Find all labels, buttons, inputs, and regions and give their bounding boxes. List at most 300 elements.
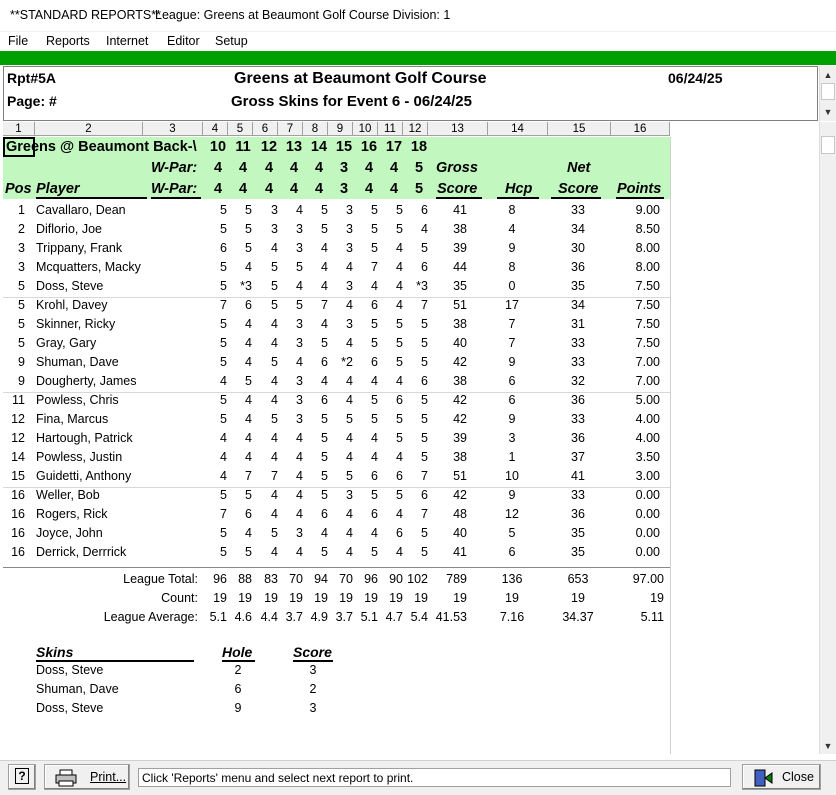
report-date: 06/24/25 bbox=[668, 70, 723, 86]
totals-hole-value: 19 bbox=[364, 591, 378, 605]
underline bbox=[497, 197, 539, 199]
hole-score: 5 bbox=[321, 336, 328, 350]
hole-score: 4 bbox=[346, 526, 353, 540]
handicap: 6 bbox=[508, 545, 516, 559]
points: 7.50 bbox=[635, 279, 660, 293]
totals-hcp: 19 bbox=[505, 591, 519, 605]
hole-score: 3 bbox=[346, 241, 353, 255]
row-pos: 5 bbox=[18, 336, 25, 350]
hole-score: 4 bbox=[271, 317, 278, 331]
hole-score: 4 bbox=[321, 317, 328, 331]
row-pos: 9 bbox=[18, 374, 25, 388]
hole-score: 5 bbox=[220, 393, 227, 407]
points: 7.00 bbox=[635, 355, 660, 369]
hole-score: 4 bbox=[245, 336, 252, 350]
hole-score: 4 bbox=[271, 393, 278, 407]
hole-score: 4 bbox=[346, 393, 353, 407]
skins-score: 2 bbox=[309, 682, 317, 696]
points: 8.00 bbox=[635, 241, 660, 255]
hole-score: 7 bbox=[245, 469, 252, 483]
hole-score: 4 bbox=[220, 374, 227, 388]
hole-score: 5 bbox=[371, 412, 378, 426]
hole-score: 5 bbox=[371, 488, 378, 502]
net-score: 33 bbox=[571, 203, 585, 217]
totals-label: League Average: bbox=[103, 610, 198, 624]
gross-score: 42 bbox=[453, 393, 467, 407]
hole-score: 5 bbox=[220, 222, 227, 236]
hole-score: 5 bbox=[245, 203, 252, 217]
hole-score: 3 bbox=[296, 222, 303, 236]
handicap: 1 bbox=[508, 450, 516, 464]
totals-hole-value: 5.4 bbox=[410, 610, 428, 624]
hole-score: 3 bbox=[346, 203, 353, 217]
hole-score: 5 bbox=[421, 241, 428, 255]
hole-number: 10 bbox=[209, 139, 227, 155]
handicap: 3 bbox=[508, 431, 516, 445]
row-pos: 15 bbox=[11, 469, 25, 483]
row-player: Guidetti, Anthony bbox=[36, 469, 132, 483]
right-blank-pane bbox=[670, 137, 819, 754]
underline bbox=[36, 197, 147, 199]
gross-score: 38 bbox=[453, 222, 467, 236]
help-button[interactable] bbox=[8, 764, 36, 790]
column-header[interactable]: 5 bbox=[228, 122, 253, 136]
hole-score: 4 bbox=[396, 507, 403, 521]
points: 9.00 bbox=[635, 203, 660, 217]
column-header[interactable]: 12 bbox=[403, 122, 428, 136]
handicap: 9 bbox=[508, 412, 516, 426]
report-subtitle: Gross Skins for Event 6 - 06/24/25 bbox=[231, 93, 472, 110]
hole-score: 4 bbox=[296, 488, 303, 502]
points: 7.50 bbox=[635, 336, 660, 350]
hole-score: 4 bbox=[296, 355, 303, 369]
row-pos: 9 bbox=[18, 355, 25, 369]
underline bbox=[293, 660, 333, 662]
skins-score: 3 bbox=[309, 663, 317, 677]
column-header[interactable]: 1 bbox=[3, 122, 35, 136]
hole-score: 4 bbox=[220, 469, 227, 483]
net-header: Net bbox=[567, 160, 591, 176]
hole-score: 6 bbox=[396, 393, 403, 407]
hole-number: 17 bbox=[385, 139, 403, 155]
hole-number: 12 bbox=[260, 139, 278, 155]
hole-score: 4 bbox=[296, 203, 303, 217]
hole-score: 5 bbox=[421, 355, 428, 369]
hole-score: 4 bbox=[245, 450, 252, 464]
hole-score: 5 bbox=[396, 203, 403, 217]
column-header[interactable]: 9 bbox=[328, 122, 353, 136]
hole-score: 6 bbox=[321, 393, 328, 407]
row-player: Rogers, Rick bbox=[36, 507, 108, 521]
hole-score: 5 bbox=[220, 203, 227, 217]
printer-icon bbox=[55, 769, 77, 787]
hole-score: 5 bbox=[371, 336, 378, 350]
menu-internet[interactable]: Internet bbox=[106, 34, 149, 48]
wpar-value: 4 bbox=[389, 160, 399, 176]
points: 7.50 bbox=[635, 317, 660, 331]
row-player: Skinner, Ricky bbox=[36, 317, 116, 331]
hole-score: 5 bbox=[296, 260, 303, 274]
pos-header: Pos bbox=[5, 181, 32, 197]
handicap: 10 bbox=[505, 469, 519, 483]
skins-hole: 9 bbox=[234, 701, 242, 715]
hole-score: 4 bbox=[346, 260, 353, 274]
totals-hole-value: 90 bbox=[389, 572, 403, 586]
scroll-down-arrow-icon[interactable]: ▼ bbox=[823, 741, 833, 751]
hole-score: 6 bbox=[371, 298, 378, 312]
column-header[interactable]: 2 bbox=[35, 122, 143, 136]
handicap: 6 bbox=[508, 393, 516, 407]
handicap: 4 bbox=[508, 222, 516, 236]
gross-score: 51 bbox=[453, 469, 467, 483]
hole-score: 6 bbox=[321, 355, 328, 369]
app-title: **STANDARD REPORTS** bbox=[10, 8, 161, 22]
column-header[interactable]: 4 bbox=[203, 122, 228, 136]
net-score: 32 bbox=[571, 374, 585, 388]
wpar-value: 3 bbox=[339, 181, 349, 197]
menu-file[interactable]: File bbox=[8, 34, 29, 48]
net-score: 41 bbox=[571, 469, 585, 483]
underline bbox=[551, 197, 601, 199]
hole-score: 4 bbox=[396, 241, 403, 255]
totals-hole-value: 19 bbox=[289, 591, 303, 605]
hole-score: 4 bbox=[296, 450, 303, 464]
net-score: 35 bbox=[571, 279, 585, 293]
net-score: 36 bbox=[571, 507, 585, 521]
wpar-value: 4 bbox=[264, 160, 274, 176]
hole-score: 5 bbox=[220, 355, 227, 369]
hole-score: 4 bbox=[245, 317, 252, 331]
totals-net: 653 bbox=[567, 572, 589, 586]
wpar-value: 4 bbox=[289, 160, 299, 176]
skins-hole: 6 bbox=[234, 682, 242, 696]
wpar-value: 4 bbox=[314, 160, 324, 176]
hole-score: 7 bbox=[421, 507, 428, 521]
totals-net: 34.37 bbox=[562, 610, 594, 624]
hole-score: 3 bbox=[296, 526, 303, 540]
column-header[interactable]: 8 bbox=[303, 122, 328, 136]
header-scroll-thumb[interactable] bbox=[821, 83, 835, 100]
hole-score: 4 bbox=[346, 507, 353, 521]
hole-score: 4 bbox=[220, 450, 227, 464]
hole-score: 4 bbox=[296, 507, 303, 521]
hole-score: 5 bbox=[371, 222, 378, 236]
hole-score: 3 bbox=[296, 336, 303, 350]
totals-hcp: 136 bbox=[501, 572, 523, 586]
totals-hole-value: 4.7 bbox=[385, 610, 403, 624]
row-player: Derrick, Derrrick bbox=[36, 545, 127, 559]
points: 4.00 bbox=[635, 412, 660, 426]
column-header[interactable]: 15 bbox=[548, 122, 611, 136]
wpar-label-1: W-Par: bbox=[151, 160, 198, 176]
points: 7.00 bbox=[635, 374, 660, 388]
hole-score: 5 bbox=[220, 526, 227, 540]
hole-score: 3 bbox=[296, 412, 303, 426]
column-header[interactable]: 13 bbox=[428, 122, 488, 136]
totals-hole-value: 5.1 bbox=[360, 610, 378, 624]
hole-score: 4 bbox=[296, 431, 303, 445]
totals-points: 5.11 bbox=[640, 610, 664, 624]
report-number: Rpt#5A bbox=[7, 70, 57, 86]
hole-score: 4 bbox=[296, 545, 303, 559]
hole-score: 4 bbox=[321, 260, 328, 274]
hole-score: 5 bbox=[321, 545, 328, 559]
hole-score: 4 bbox=[271, 431, 278, 445]
points: 8.00 bbox=[635, 260, 660, 274]
hole-score: 4 bbox=[321, 374, 328, 388]
hole-score: 6 bbox=[371, 469, 378, 483]
hole-score: 3 bbox=[346, 488, 353, 502]
main-scroll-thumb[interactable] bbox=[821, 136, 835, 154]
handicap: 9 bbox=[508, 241, 516, 255]
totals-divider bbox=[3, 567, 670, 568]
hole-score: 5 bbox=[220, 412, 227, 426]
hole-score: 5 bbox=[271, 355, 278, 369]
totals-hole-value: 3.7 bbox=[335, 610, 353, 624]
hole-score: 6 bbox=[321, 507, 328, 521]
points: 0.00 bbox=[635, 507, 660, 521]
hole-score: 6 bbox=[421, 374, 428, 388]
net-score: 36 bbox=[571, 393, 585, 407]
hole-score: 4 bbox=[396, 279, 403, 293]
menu-setup[interactable]: Setup bbox=[215, 34, 248, 48]
underline bbox=[436, 197, 482, 199]
column-header[interactable]: 7 bbox=[278, 122, 303, 136]
hole-score: 5 bbox=[271, 298, 278, 312]
hole-score: 5 bbox=[321, 222, 328, 236]
hole-score: 4 bbox=[396, 260, 403, 274]
skins-hole-header: Hole bbox=[222, 644, 253, 660]
hole-score: 5 bbox=[421, 450, 428, 464]
print-label: Print... bbox=[90, 770, 127, 784]
help-icon: ? bbox=[15, 768, 29, 784]
totals-hole-value: 4.9 bbox=[310, 610, 328, 624]
row-pos: 5 bbox=[18, 279, 25, 293]
totals-label: League Total: bbox=[123, 572, 198, 586]
gross-score: 41 bbox=[453, 545, 467, 559]
gross-score-header: Score bbox=[437, 181, 478, 197]
hole-score: 4 bbox=[396, 298, 403, 312]
handicap: 7 bbox=[508, 317, 516, 331]
hole-score: 4 bbox=[421, 222, 428, 236]
hole-score: 5 bbox=[220, 260, 227, 274]
handicap: 7 bbox=[508, 336, 516, 350]
hole-score: 3 bbox=[346, 222, 353, 236]
underline bbox=[151, 197, 201, 199]
hole-score: 6 bbox=[396, 469, 403, 483]
hole-score: 5 bbox=[321, 203, 328, 217]
hole-score: 5 bbox=[220, 488, 227, 502]
handicap: 6 bbox=[508, 374, 516, 388]
net-score: 33 bbox=[571, 412, 585, 426]
scroll-down-arrow-icon[interactable]: ▼ bbox=[823, 107, 833, 117]
hole-score: 5 bbox=[245, 374, 252, 388]
totals-label: Count: bbox=[161, 591, 198, 605]
row-player: Diflorio, Joe bbox=[36, 222, 102, 236]
row-player: Doss, Steve bbox=[36, 279, 104, 293]
hole-score: 7 bbox=[321, 298, 328, 312]
wpar-label-2: W-Par: bbox=[151, 181, 198, 197]
gross-score: 40 bbox=[453, 336, 467, 350]
header-scrollbar[interactable] bbox=[819, 66, 836, 121]
hole-score: 4 bbox=[245, 260, 252, 274]
net-score: 33 bbox=[571, 336, 585, 350]
gross-score: 44 bbox=[453, 260, 467, 274]
menu-editor[interactable]: Editor bbox=[167, 34, 200, 48]
net-score: 35 bbox=[571, 526, 585, 540]
hole-score: 5 bbox=[321, 469, 328, 483]
hole-score: 7 bbox=[421, 469, 428, 483]
gross-score: 42 bbox=[453, 412, 467, 426]
hole-score: 5 bbox=[421, 412, 428, 426]
gross-score: 38 bbox=[453, 374, 467, 388]
hole-score: *2 bbox=[341, 355, 353, 369]
hole-score: 5 bbox=[220, 279, 227, 293]
print-button[interactable] bbox=[44, 764, 130, 790]
hole-score: 5 bbox=[421, 545, 428, 559]
exit-door-icon bbox=[753, 769, 773, 787]
hole-score: 4 bbox=[346, 431, 353, 445]
hole-score: 5 bbox=[220, 336, 227, 350]
hole-score: 4 bbox=[371, 450, 378, 464]
hole-score: 5 bbox=[396, 412, 403, 426]
column-header[interactable]: 16 bbox=[611, 122, 670, 136]
hole-score: 4 bbox=[371, 526, 378, 540]
hole-score: 5 bbox=[396, 431, 403, 445]
hole-score: 4 bbox=[371, 279, 378, 293]
hole-score: 5 bbox=[321, 412, 328, 426]
wpar-value: 5 bbox=[414, 181, 424, 197]
handicap: 0 bbox=[508, 279, 516, 293]
hole-score: 5 bbox=[346, 412, 353, 426]
status-message: Click 'Reports' menu and select next report to print. bbox=[138, 768, 731, 787]
row-pos: 1 bbox=[18, 203, 25, 217]
hole-score: 3 bbox=[296, 317, 303, 331]
hole-score: 6 bbox=[421, 203, 428, 217]
totals-hole-value: 19 bbox=[314, 591, 328, 605]
row-pos: 16 bbox=[11, 488, 25, 502]
menu-bar bbox=[0, 32, 836, 51]
row-pos: 12 bbox=[11, 431, 25, 445]
gross-score: 42 bbox=[453, 355, 467, 369]
row-pos: 16 bbox=[11, 545, 25, 559]
row-pos: 11 bbox=[12, 393, 25, 407]
row-player: Trippany, Frank bbox=[36, 241, 123, 255]
totals-net: 19 bbox=[571, 591, 585, 605]
hole-score: 5 bbox=[371, 241, 378, 255]
row-pos: 16 bbox=[11, 526, 25, 540]
net-score: 36 bbox=[571, 260, 585, 274]
totals-hole-value: 19 bbox=[339, 591, 353, 605]
wpar-value: 5 bbox=[414, 160, 424, 176]
hole-score: 4 bbox=[321, 526, 328, 540]
scroll-up-arrow-icon[interactable]: ▲ bbox=[823, 70, 833, 80]
hole-score: 7 bbox=[271, 469, 278, 483]
hole-score: 7 bbox=[220, 507, 227, 521]
hole-score: 4 bbox=[271, 545, 278, 559]
title-bar bbox=[0, 0, 836, 32]
row-player: Hartough, Patrick bbox=[36, 431, 133, 445]
hole-number: 13 bbox=[285, 139, 303, 155]
column-header[interactable]: 3 bbox=[143, 122, 203, 136]
hole-score: 4 bbox=[271, 450, 278, 464]
hole-score: 5 bbox=[421, 393, 428, 407]
close-button[interactable] bbox=[742, 764, 821, 790]
main-scrollbar[interactable] bbox=[819, 122, 836, 754]
hole-score: 4 bbox=[346, 298, 353, 312]
skins-player: Doss, Steve bbox=[36, 701, 104, 715]
underline bbox=[222, 660, 255, 662]
close-label: Close bbox=[782, 770, 814, 784]
hole-score: 4 bbox=[245, 393, 252, 407]
hole-score: 5 bbox=[245, 222, 252, 236]
column-header[interactable]: 10 bbox=[353, 122, 378, 136]
gross-score: 35 bbox=[453, 279, 467, 293]
player-header: Player bbox=[36, 181, 80, 197]
column-header[interactable]: 6 bbox=[253, 122, 278, 136]
report-grid bbox=[3, 137, 670, 754]
row-pos: 3 bbox=[18, 260, 25, 274]
totals-hole-value: 19 bbox=[389, 591, 403, 605]
hole-score: 5 bbox=[346, 469, 353, 483]
hole-score: 5 bbox=[396, 317, 403, 331]
row-pos: 5 bbox=[18, 298, 25, 312]
hole-score: 5 bbox=[371, 317, 378, 331]
hole-score: 3 bbox=[346, 317, 353, 331]
hole-score: 4 bbox=[346, 450, 353, 464]
hole-score: *3 bbox=[416, 279, 428, 293]
points: 0.00 bbox=[635, 488, 660, 502]
hole-score: 6 bbox=[396, 526, 403, 540]
hole-score: 5 bbox=[245, 241, 252, 255]
handicap: 12 bbox=[505, 507, 519, 521]
net-score: 35 bbox=[571, 545, 585, 559]
totals-hole-value: 102 bbox=[407, 572, 428, 586]
underline bbox=[36, 660, 194, 662]
points: 3.50 bbox=[635, 450, 660, 464]
net-score: 33 bbox=[571, 355, 585, 369]
row-player: Dougherty, James bbox=[36, 374, 137, 388]
hole-number: 16 bbox=[360, 139, 378, 155]
hole-score: 4 bbox=[296, 469, 303, 483]
hole-score: 6 bbox=[220, 241, 227, 255]
row-player: Krohl, Davey bbox=[36, 298, 108, 312]
hole-score: 4 bbox=[271, 374, 278, 388]
hole-score: 4 bbox=[396, 450, 403, 464]
page-label: Page: # bbox=[7, 93, 57, 109]
gross-score: 39 bbox=[453, 241, 467, 255]
hole-score: 5 bbox=[371, 393, 378, 407]
menu-reports[interactable]: Reports bbox=[46, 34, 90, 48]
hole-score: 6 bbox=[421, 260, 428, 274]
totals-hole-value: 19 bbox=[414, 591, 428, 605]
column-header[interactable]: 14 bbox=[488, 122, 548, 136]
net-score: 34 bbox=[571, 222, 585, 236]
handicap: 8 bbox=[508, 260, 516, 274]
net-score-header: Score bbox=[558, 181, 599, 197]
hole-score: 6 bbox=[245, 298, 252, 312]
hole-score: 4 bbox=[321, 241, 328, 255]
hole-score: 5 bbox=[296, 298, 303, 312]
hole-score: 5 bbox=[271, 279, 278, 293]
column-header[interactable]: 11 bbox=[378, 122, 403, 136]
points: 4.00 bbox=[635, 431, 660, 445]
handicap: 5 bbox=[508, 526, 516, 540]
hole-score: 5 bbox=[396, 222, 403, 236]
gross-score: 40 bbox=[453, 526, 467, 540]
wpar-value: 4 bbox=[264, 181, 274, 197]
hole-score: 5 bbox=[371, 203, 378, 217]
